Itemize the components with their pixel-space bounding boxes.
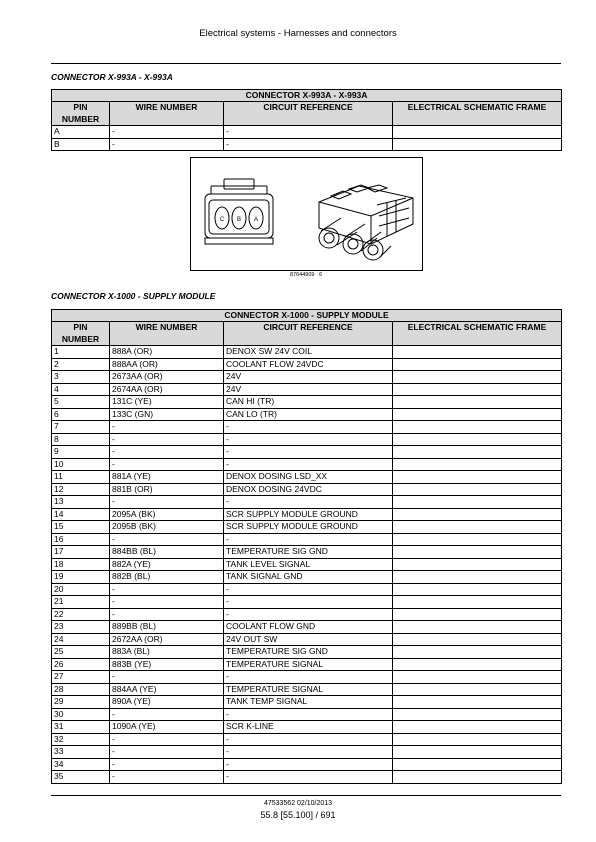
footer-page-number: 55.8 [55.100] / 691 bbox=[260, 810, 336, 820]
wire-number-cell: - bbox=[110, 496, 224, 509]
schematic-frame-cell bbox=[393, 646, 562, 659]
pin-number-cell: 17 bbox=[52, 546, 110, 559]
pin-number-cell: 3 bbox=[52, 371, 110, 384]
schematic-frame-cell bbox=[393, 371, 562, 384]
connector-drawing-icon bbox=[191, 158, 422, 270]
pin-number-cell: 7 bbox=[52, 421, 110, 434]
col-header-wire: WIRE NUMBER bbox=[110, 322, 224, 346]
wire-number-cell: 882A (YE) bbox=[110, 558, 224, 571]
circuit-reference-cell: - bbox=[224, 421, 393, 434]
pin-number-cell: 35 bbox=[52, 771, 110, 784]
wire-number-cell: 884AA (YE) bbox=[110, 683, 224, 696]
table-row bbox=[52, 558, 562, 571]
circuit-reference-cell: - bbox=[224, 733, 393, 746]
wire-number-cell: - bbox=[110, 533, 224, 546]
schematic-frame-cell bbox=[393, 458, 562, 471]
wire-number-cell: 2673AA (OR) bbox=[110, 371, 224, 384]
pin-number-cell: 19 bbox=[52, 571, 110, 584]
table-row bbox=[52, 683, 562, 696]
table-row bbox=[52, 746, 562, 759]
pin-label-c: C bbox=[219, 217, 225, 223]
circuit-reference-cell: - bbox=[224, 126, 393, 139]
circuit-reference-cell: TEMPERATURE SIGNAL bbox=[224, 683, 393, 696]
table-row bbox=[52, 621, 562, 634]
pin-number-cell: 27 bbox=[52, 671, 110, 684]
schematic-frame-cell bbox=[393, 521, 562, 534]
pin-number-cell: 33 bbox=[52, 746, 110, 759]
col-header-frame: ELECTRICAL SCHEMATIC FRAME bbox=[393, 322, 562, 346]
schematic-frame-cell bbox=[393, 446, 562, 459]
circuit-reference-cell: - bbox=[224, 433, 393, 446]
circuit-reference-cell: - bbox=[224, 533, 393, 546]
schematic-frame-cell bbox=[393, 383, 562, 396]
circuit-reference-cell: TEMPERATURE SIG GND bbox=[224, 546, 393, 559]
table-row bbox=[52, 696, 562, 709]
pin-number-cell: 24 bbox=[52, 633, 110, 646]
pin-number-cell: 8 bbox=[52, 433, 110, 446]
footer-divider bbox=[51, 795, 561, 796]
circuit-reference-cell: 24V OUT SW bbox=[224, 633, 393, 646]
wire-number-cell: - bbox=[110, 458, 224, 471]
wire-number-cell: 884BB (BL) bbox=[110, 546, 224, 559]
schematic-frame-cell bbox=[393, 708, 562, 721]
circuit-reference-cell: SCR SUPPLY MODULE GROUND bbox=[224, 508, 393, 521]
wire-number-cell: 2674AA (OR) bbox=[110, 383, 224, 396]
pin-number-cell: 30 bbox=[52, 708, 110, 721]
pin-number-cell: 14 bbox=[52, 508, 110, 521]
pin-number-cell: A bbox=[52, 126, 110, 139]
wire-number-cell: - bbox=[110, 138, 224, 151]
table-row bbox=[52, 633, 562, 646]
wire-number-cell: - bbox=[110, 608, 224, 621]
connector-figure bbox=[190, 157, 423, 271]
circuit-reference-cell: SCR K-LINE bbox=[224, 721, 393, 734]
wire-number-cell: - bbox=[110, 771, 224, 784]
wire-number-cell: - bbox=[110, 746, 224, 759]
circuit-reference-cell: 24V bbox=[224, 383, 393, 396]
section-title-x1000: CONNECTOR X-1000 - SUPPLY MODULE bbox=[51, 291, 216, 301]
wire-number-cell: 131C (YE) bbox=[110, 396, 224, 409]
schematic-frame-cell bbox=[393, 408, 562, 421]
pin-number-cell: 2 bbox=[52, 358, 110, 371]
table-row bbox=[52, 658, 562, 671]
pin-number-cell: 16 bbox=[52, 533, 110, 546]
section-title-x993a: CONNECTOR X-993A - X-993A bbox=[51, 72, 173, 82]
circuit-reference-cell: - bbox=[224, 746, 393, 759]
schematic-frame-cell bbox=[393, 696, 562, 709]
schematic-frame-cell bbox=[393, 496, 562, 509]
schematic-frame-cell bbox=[393, 621, 562, 634]
circuit-reference-cell: COOLANT FLOW GND bbox=[224, 621, 393, 634]
table-row bbox=[52, 671, 562, 684]
pin-number-cell: 29 bbox=[52, 696, 110, 709]
wire-number-cell: - bbox=[110, 708, 224, 721]
schematic-frame-cell bbox=[393, 671, 562, 684]
schematic-frame-cell bbox=[393, 546, 562, 559]
pin-number-cell: 22 bbox=[52, 608, 110, 621]
schematic-frame-cell bbox=[393, 483, 562, 496]
figure-reference bbox=[290, 272, 322, 278]
circuit-reference-cell: - bbox=[224, 446, 393, 459]
wire-number-cell: - bbox=[110, 433, 224, 446]
col-header-circuit: CIRCUIT REFERENCE bbox=[224, 102, 393, 126]
wire-number-cell: 888A (OR) bbox=[110, 346, 224, 359]
pin-number-cell: 34 bbox=[52, 758, 110, 771]
table-caption: CONNECTOR X-993A - X-993A bbox=[52, 90, 562, 102]
pin-number-cell: 12 bbox=[52, 483, 110, 496]
table-row bbox=[52, 596, 562, 609]
wire-number-cell: - bbox=[110, 671, 224, 684]
pin-number-cell: 6 bbox=[52, 408, 110, 421]
table-row bbox=[52, 496, 562, 509]
pin-number-cell: 9 bbox=[52, 446, 110, 459]
table-row bbox=[52, 358, 562, 371]
header-divider bbox=[51, 63, 561, 64]
pin-number-cell: B bbox=[52, 138, 110, 151]
pin-number-cell: 5 bbox=[52, 396, 110, 409]
table-row bbox=[52, 646, 562, 659]
circuit-reference-cell: TEMPERATURE SIG GND bbox=[224, 646, 393, 659]
table-row bbox=[52, 571, 562, 584]
table-row bbox=[52, 126, 562, 139]
pin-number-cell: 15 bbox=[52, 521, 110, 534]
table-row bbox=[52, 533, 562, 546]
figure-ref-number: 6 bbox=[319, 272, 323, 278]
pin-number-cell: 32 bbox=[52, 733, 110, 746]
col-header-pin: PIN NUMBER bbox=[52, 102, 110, 126]
schematic-frame-cell bbox=[393, 608, 562, 621]
table-row bbox=[52, 721, 562, 734]
circuit-reference-cell: TANK SIGNAL GND bbox=[224, 571, 393, 584]
wire-number-cell: 881B (OR) bbox=[110, 483, 224, 496]
wire-number-cell: 883B (YE) bbox=[110, 658, 224, 671]
wire-number-cell: - bbox=[110, 446, 224, 459]
schematic-frame-cell bbox=[393, 571, 562, 584]
table-row bbox=[52, 138, 562, 151]
wire-number-cell: - bbox=[110, 583, 224, 596]
table-row bbox=[52, 521, 562, 534]
circuit-reference-cell: DENOX DOSING 24VDC bbox=[224, 483, 393, 496]
pin-number-cell: 4 bbox=[52, 383, 110, 396]
circuit-reference-cell: - bbox=[224, 708, 393, 721]
schematic-frame-cell bbox=[393, 683, 562, 696]
table-row bbox=[52, 758, 562, 771]
circuit-reference-cell: - bbox=[224, 596, 393, 609]
figure-ref-code: 87644909 bbox=[290, 272, 315, 278]
table-row bbox=[52, 458, 562, 471]
pin-number-cell: 18 bbox=[52, 558, 110, 571]
pin-number-cell: 21 bbox=[52, 596, 110, 609]
circuit-reference-cell: TEMPERATURE SIGNAL bbox=[224, 658, 393, 671]
pin-label-b: B bbox=[236, 217, 242, 223]
schematic-frame-cell bbox=[393, 658, 562, 671]
table-row bbox=[52, 396, 562, 409]
table-row bbox=[52, 446, 562, 459]
pin-number-cell: 28 bbox=[52, 683, 110, 696]
schematic-frame-cell bbox=[393, 746, 562, 759]
circuit-reference-cell: TANK TEMP SIGNAL bbox=[224, 696, 393, 709]
schematic-frame-cell bbox=[393, 346, 562, 359]
table-row bbox=[52, 408, 562, 421]
wire-number-cell: - bbox=[110, 126, 224, 139]
circuit-reference-cell: - bbox=[224, 758, 393, 771]
schematic-frame-cell bbox=[393, 721, 562, 734]
table-row bbox=[52, 421, 562, 434]
wire-number-cell: - bbox=[110, 733, 224, 746]
wire-number-cell: 1090A (YE) bbox=[110, 721, 224, 734]
schematic-frame-cell bbox=[393, 758, 562, 771]
circuit-reference-cell: - bbox=[224, 771, 393, 784]
wire-number-cell: - bbox=[110, 421, 224, 434]
schematic-frame-cell bbox=[393, 396, 562, 409]
circuit-reference-cell: - bbox=[224, 458, 393, 471]
table-caption: CONNECTOR X-1000 - SUPPLY MODULE bbox=[52, 310, 562, 322]
circuit-reference-cell: 24V bbox=[224, 371, 393, 384]
wire-number-cell: 888AA (OR) bbox=[110, 358, 224, 371]
schematic-frame-cell bbox=[393, 126, 562, 139]
schematic-frame-cell bbox=[393, 558, 562, 571]
table-row bbox=[52, 771, 562, 784]
schematic-frame-cell bbox=[393, 596, 562, 609]
wire-number-cell: 882B (BL) bbox=[110, 571, 224, 584]
circuit-reference-cell: DENOX SW 24V COIL bbox=[224, 346, 393, 359]
table-row bbox=[52, 508, 562, 521]
table-row bbox=[52, 471, 562, 484]
wire-number-cell: - bbox=[110, 758, 224, 771]
pin-number-cell: 26 bbox=[52, 658, 110, 671]
col-header-circuit: CIRCUIT REFERENCE bbox=[224, 322, 393, 346]
table-row bbox=[52, 708, 562, 721]
wire-number-cell: 2672AA (OR) bbox=[110, 633, 224, 646]
circuit-reference-cell: COOLANT FLOW 24VDC bbox=[224, 358, 393, 371]
table-row bbox=[52, 583, 562, 596]
pin-number-cell: 20 bbox=[52, 583, 110, 596]
wire-number-cell: 2095A (BK) bbox=[110, 508, 224, 521]
pin-number-cell: 1 bbox=[52, 346, 110, 359]
circuit-reference-cell: - bbox=[224, 608, 393, 621]
table-row bbox=[52, 346, 562, 359]
wire-number-cell: 2095B (BK) bbox=[110, 521, 224, 534]
table-row bbox=[52, 546, 562, 559]
table-row bbox=[52, 608, 562, 621]
circuit-reference-cell: DENOX DOSING LSD_XX bbox=[224, 471, 393, 484]
schematic-frame-cell bbox=[393, 533, 562, 546]
schematic-frame-cell bbox=[393, 433, 562, 446]
schematic-frame-cell bbox=[393, 633, 562, 646]
circuit-reference-cell: - bbox=[224, 671, 393, 684]
schematic-frame-cell bbox=[393, 583, 562, 596]
schematic-frame-cell bbox=[393, 138, 562, 151]
wire-number-cell: 133C (GN) bbox=[110, 408, 224, 421]
footer-doc-code: 47533562 02/10/2013 bbox=[263, 800, 333, 807]
circuit-reference-cell: - bbox=[224, 138, 393, 151]
pin-number-cell: 10 bbox=[52, 458, 110, 471]
connector-table-x993a bbox=[51, 89, 562, 151]
pin-number-cell: 11 bbox=[52, 471, 110, 484]
circuit-reference-cell: - bbox=[224, 583, 393, 596]
table-row bbox=[52, 483, 562, 496]
connector-table-x1000 bbox=[51, 309, 562, 784]
table-row bbox=[52, 371, 562, 384]
table-row bbox=[52, 433, 562, 446]
col-header-wire: WIRE NUMBER bbox=[110, 102, 224, 126]
schematic-frame-cell bbox=[393, 733, 562, 746]
circuit-reference-cell: CAN HI (TR) bbox=[224, 396, 393, 409]
pin-number-cell: 31 bbox=[52, 721, 110, 734]
wire-number-cell: 883A (BL) bbox=[110, 646, 224, 659]
col-header-pin: PIN NUMBER bbox=[52, 322, 110, 346]
wire-number-cell: 889BB (BL) bbox=[110, 621, 224, 634]
pin-number-cell: 23 bbox=[52, 621, 110, 634]
schematic-frame-cell bbox=[393, 771, 562, 784]
wire-number-cell: - bbox=[110, 596, 224, 609]
pin-label-a: A bbox=[253, 217, 259, 223]
pin-number-cell: 25 bbox=[52, 646, 110, 659]
page-header: Electrical systems - Harnesses and connectors bbox=[199, 28, 397, 39]
schematic-frame-cell bbox=[393, 358, 562, 371]
schematic-frame-cell bbox=[393, 421, 562, 434]
circuit-reference-cell: - bbox=[224, 496, 393, 509]
wire-number-cell: 881A (YE) bbox=[110, 471, 224, 484]
wire-number-cell: 890A (YE) bbox=[110, 696, 224, 709]
circuit-reference-cell: TANK LEVEL SIGNAL bbox=[224, 558, 393, 571]
schematic-frame-cell bbox=[393, 471, 562, 484]
circuit-reference-cell: SCR SUPPLY MODULE GROUND bbox=[224, 521, 393, 534]
table-row bbox=[52, 383, 562, 396]
pin-number-cell: 13 bbox=[52, 496, 110, 509]
table-row bbox=[52, 733, 562, 746]
schematic-frame-cell bbox=[393, 508, 562, 521]
circuit-reference-cell: CAN LO (TR) bbox=[224, 408, 393, 421]
col-header-frame: ELECTRICAL SCHEMATIC FRAME bbox=[393, 102, 562, 126]
